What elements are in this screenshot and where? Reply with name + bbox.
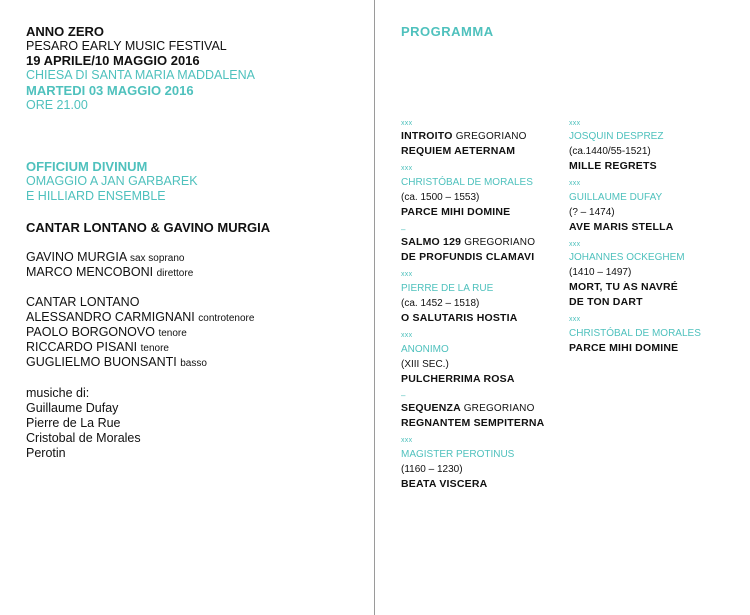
composer-dates: (1410 – 1497) [569, 267, 632, 278]
composer-dates: (ca. 1500 – 1553) [401, 192, 480, 203]
programma-heading: PROGRAMMA [401, 24, 494, 39]
tribute-line-2: E HILLIARD ENSEMBLE [26, 189, 166, 203]
piece-heading [401, 402, 535, 415]
separator-mark: xxx [401, 165, 413, 172]
separator-mark: xxx [569, 180, 581, 187]
piece-subtype: GREGORIANO [455, 131, 527, 142]
tribute-line-1: OMAGGIO A JAN GARBAREK [26, 174, 198, 188]
program-title: OFFICIUM DIVINUM [26, 159, 148, 174]
composer-name: ANONIMO [401, 344, 449, 355]
performer-row [26, 310, 254, 325]
performer-name: PAOLO BORGONOVO [26, 325, 155, 339]
performer-role: controtenore [198, 313, 255, 324]
piece-title: BEATA VISCERA [401, 478, 488, 490]
performer-row [26, 340, 169, 355]
dash-separator: – [401, 225, 406, 234]
composer-name: CHRISTÓBAL DE MORALES [401, 177, 533, 188]
venue: CHIESA DI SANTA MARIA MADDALENA [26, 68, 255, 82]
festival-dates: 19 APRILE/10 MAGGIO 2016 [26, 53, 200, 68]
piece-title: REGNANTEM SEMPITERNA [401, 417, 545, 429]
piece-heading [401, 130, 527, 143]
separator-mark: xxx [401, 332, 413, 339]
composer-name: JOSQUIN DESPREZ [569, 131, 664, 142]
composer-name: GUILLAUME DUFAY [569, 192, 663, 203]
separator-mark: xxx [569, 120, 581, 127]
composer-name: CHRISTÓBAL DE MORALES [569, 328, 701, 339]
piece-title: PARCE MIHI DOMINE [569, 342, 679, 354]
performer-role: basso [180, 358, 207, 369]
piece-title: O SALUTARIS HOSTIA [401, 312, 518, 324]
piece-type: SALMO 129 [401, 236, 462, 248]
performer-role: sax soprano [129, 253, 185, 264]
composer-dates: (1160 – 1230) [401, 464, 463, 475]
header-title: ANNO ZERO [26, 24, 104, 39]
performer-name: GAVINO MURGIA [26, 250, 127, 264]
performer-row [26, 265, 193, 280]
performer-row [26, 355, 207, 370]
page-divider [374, 0, 375, 615]
performer-role: tenore [140, 343, 169, 354]
piece-title: DE TON DART [569, 296, 643, 308]
dash-separator: – [401, 391, 406, 400]
composer-item: Cristobal de Morales [26, 431, 141, 445]
performer-row [26, 325, 187, 340]
separator-mark: xxx [401, 120, 413, 127]
composer-dates: (XIII SEC.) [401, 359, 449, 370]
composer-name: MAGISTER PEROTINUS [401, 449, 515, 460]
separator-mark: xxx [569, 241, 581, 248]
piece-title: DE PROFUNDIS CLAMAVI [401, 251, 535, 263]
separator-mark: xxx [569, 316, 581, 323]
choir-title: CANTAR LONTANO [26, 295, 140, 309]
composer-dates: (ca.1440/55-1521) [569, 146, 651, 157]
performer-name: MARCO MENCOBONI [26, 265, 154, 279]
event-date: MARTEDI 03 MAGGIO 2016 [26, 83, 194, 98]
composer-item: Guillaume Dufay [26, 401, 119, 415]
piece-title: MILLE REGRETS [569, 160, 657, 172]
composer-item: Pierre de La Rue [26, 416, 121, 430]
event-time: ORE 21.00 [26, 98, 88, 112]
performer-name: ALESSANDRO CARMIGNANI [26, 310, 195, 324]
separator-mark: xxx [401, 271, 413, 278]
composer-dates: (? – 1474) [569, 207, 615, 218]
ensemble-title: CANTAR LONTANO & GAVINO MURGIA [26, 220, 271, 235]
piece-type: INTROITO [401, 130, 453, 142]
separator-mark: xxx [401, 437, 413, 444]
piece-title: MORT, TU AS NAVRÉ [569, 281, 678, 293]
performer-role: direttore [156, 268, 194, 279]
piece-subtype: GREGORIANO [464, 237, 536, 248]
piece-heading [401, 236, 535, 249]
festival-name: PESARO EARLY MUSIC FESTIVAL [26, 39, 227, 53]
music-by-label: musiche di: [26, 386, 90, 400]
piece-title: PULCHERRIMA ROSA [401, 373, 515, 385]
composer-item: Perotin [26, 446, 66, 460]
piece-title: AVE MARIS STELLA [569, 221, 674, 233]
composer-dates: (ca. 1452 – 1518) [401, 298, 480, 309]
performer-row [26, 250, 184, 265]
performer-name: GUGLIELMO BUONSANTI [26, 355, 177, 369]
piece-title: PARCE MIHI DOMINE [401, 206, 511, 218]
piece-subtype: GREGORIANO [463, 403, 535, 414]
piece-title: REQUIEM AETERNAM [401, 145, 516, 157]
piece-type: SEQUENZA [401, 402, 461, 414]
composer-name: JOHANNES OCKEGHEM [569, 252, 685, 263]
performer-role: tenore [158, 328, 187, 339]
composer-name: PIERRE DE LA RUE [401, 283, 494, 294]
performer-name: RICCARDO PISANI [26, 340, 138, 354]
